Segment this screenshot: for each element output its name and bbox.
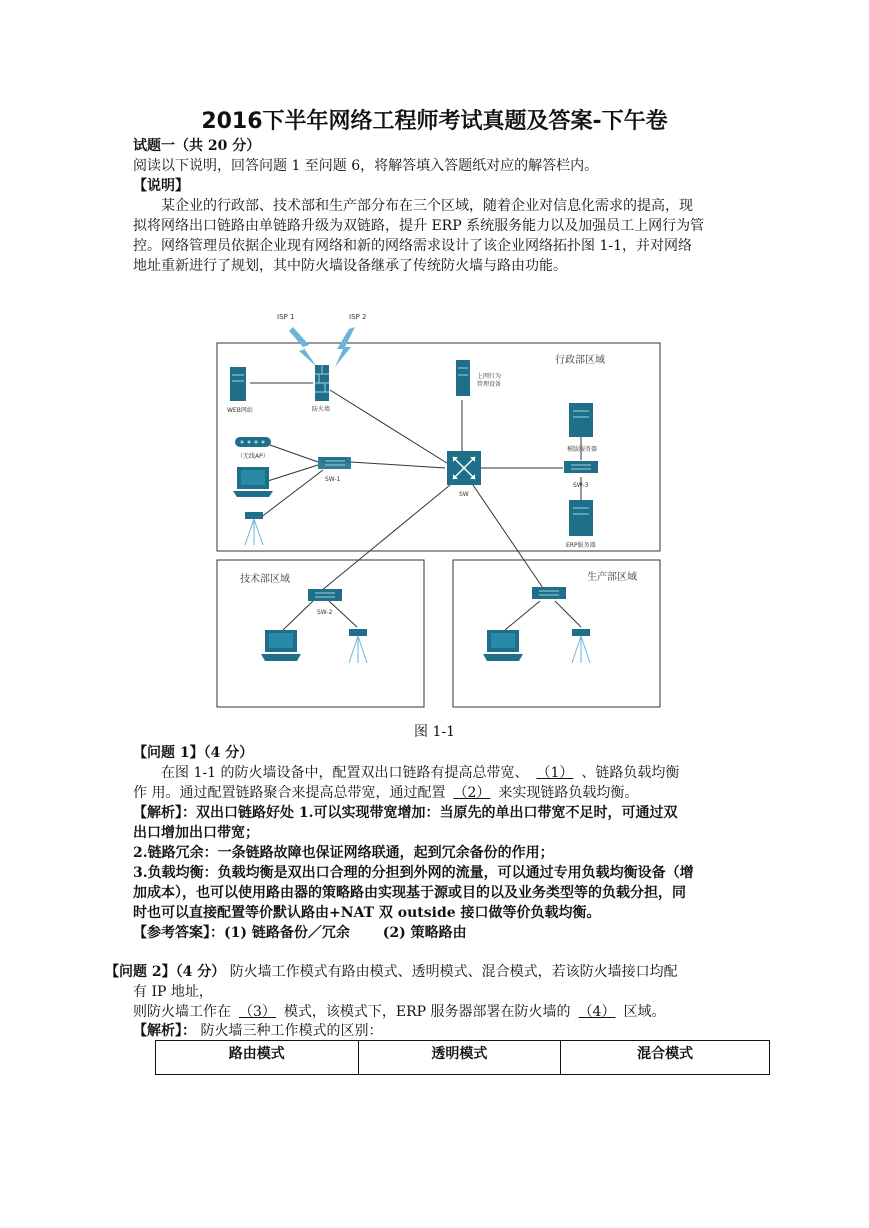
template-server-icon: [569, 403, 593, 437]
question1-label: 【问题 1】（4 分）: [133, 745, 254, 761]
figure-caption: 图 1-1: [414, 724, 455, 740]
page-title: 2016下半年网络工程师考试真题及答案-下午卷: [201, 109, 668, 134]
wireless-ap-label: （无线AP）: [237, 453, 269, 460]
question2-line2: 有 IP 地址，: [133, 984, 213, 1000]
switch-sw2-icon: [308, 589, 342, 601]
question2-analysis: 【解析】： 防火墙三种工作模式的区别：: [133, 1023, 383, 1039]
sw2-label: SW-2: [317, 609, 333, 616]
web-server-icon: [230, 367, 246, 401]
question1-line2: 作 用。通过配置链路聚合来提高总带宽，通过配置 （2） 来实现链路负载均衡。: [133, 785, 639, 801]
analysis-line: 【解析】：双出口链路好处 1.可以实现带宽增加：当原先的单出口带宽不足时，可通过双: [133, 805, 678, 821]
instruction-text: 阅读以下说明，回答问题 1 至问题 6，将解答填入答题纸对应的解答栏内。: [133, 158, 599, 174]
question1-line1: 在图 1-1 的防火墙设备中，配置双出口链路有提高总带宽、 （1） 、链路负载均衡: [161, 765, 680, 781]
behavior-device-label: 上网行为: [477, 373, 502, 380]
prod-pc-icon: [483, 630, 523, 661]
network-topology-diagram: [205, 305, 665, 710]
analysis-label: 【解析】：: [133, 1023, 196, 1039]
table-header: 路由模式: [156, 1041, 359, 1075]
sw1-label: SW-1: [325, 476, 341, 483]
answer-text: ：(1) 链路备份／冗余 (2) 策略路由: [210, 925, 467, 941]
analysis-line: 出口增加出口带宽；: [133, 825, 259, 841]
admin-pc-icon: [233, 467, 273, 497]
tech-pc-icon: [261, 630, 301, 661]
description-line: 某企业的行政部、技术部和生产部分布在三个区域，随着企业对信息化需求的提高，现: [161, 198, 693, 214]
firewall-label: 防火墙: [312, 406, 331, 413]
section-heading: 试题一（共 20 分）: [133, 138, 261, 154]
isp1-label: ISP 1: [277, 313, 295, 321]
blank-1: （1）: [536, 765, 574, 781]
isp2-label: ISP 2: [349, 313, 367, 321]
question2-label: 【问题 2】（4 分）: [105, 964, 226, 980]
behavior-device-label: 管理设备: [477, 381, 502, 388]
firewall-mode-table: [155, 1040, 770, 1075]
prod-camera-icon: [572, 629, 590, 663]
description-label: 【说明】: [133, 178, 189, 194]
admin-camera-icon: [245, 512, 263, 545]
question2-line1: 【问题 2】（4 分） 防火墙工作模式有路由模式、透明模式、混合模式，若该防火墙接口均配: [105, 964, 678, 980]
sw-label: SW: [459, 491, 469, 498]
blank-4: （4）: [578, 1004, 616, 1020]
answer-line: [133, 923, 467, 943]
behavior-management-device-icon: [456, 360, 470, 396]
erp-server-icon: [569, 500, 593, 536]
template-server-label: 模版服务器: [567, 446, 598, 453]
wireless-ap-icon: [235, 437, 271, 447]
switch-prod-icon: [532, 587, 566, 599]
table-header: 透明模式: [358, 1041, 561, 1075]
table-header: 混合模式: [561, 1041, 770, 1075]
answer-label: 【参考答案】: [133, 925, 210, 941]
firewall-icon: [315, 365, 329, 401]
analysis-line: 时也可以直接配置等价默认路由+NAT 双 outside 接口做等价负载均衡。: [133, 905, 601, 921]
switch-sw3-icon: [564, 461, 598, 473]
blank-3: （3）: [239, 1004, 276, 1020]
analysis-line: 2.链路冗余：一条链路故障也保证网络联通，起到冗余备份的作用；: [133, 845, 554, 861]
description-line: 控。网络管理员依据企业现有网络和新的网络需求设计了该企业网络拓扑图 1-1，并对网络: [133, 238, 692, 254]
blank-2: （2）: [453, 785, 491, 801]
tech-camera-icon: [349, 629, 367, 663]
admin-zone-label: 行政部区域: [555, 355, 605, 366]
tech-zone-label: 技术部区域: [240, 574, 290, 585]
question2-line3: 则防火墙工作在 （3） 模式，该模式下，ERP 服务器部署在防火墙的 （4） 区域。: [133, 1004, 666, 1020]
isp2-link-icon: [335, 327, 355, 367]
erp-server-label: ERP服务器: [566, 542, 596, 549]
prod-zone-label: 生产部区域: [587, 572, 637, 583]
isp1-link-icon: [289, 327, 317, 367]
analysis-line: 3.负载均衡：负载均衡是双出口合理的分担到外网的流量，可以通过专用负载均衡设备（增: [133, 865, 694, 881]
switch-sw1-icon: [318, 457, 351, 469]
web-label: WEB网站: [227, 407, 253, 414]
description-line: 拟将网络出口链路由单链路升级为双链路，提升 ERP 系统服务能力以及加强员工上网行为管: [133, 218, 705, 234]
analysis-line: 加成本），也可以使用路由器的策略路由实现基于源或目的以及业务类型等的负载分担，同: [133, 885, 686, 901]
core-switch-icon: [447, 451, 481, 485]
description-line: 地址重新进行了规划，其中防火墙设备继承了传统防火墙与路由功能。: [133, 258, 567, 274]
sw3-label: SW-3: [573, 482, 589, 489]
